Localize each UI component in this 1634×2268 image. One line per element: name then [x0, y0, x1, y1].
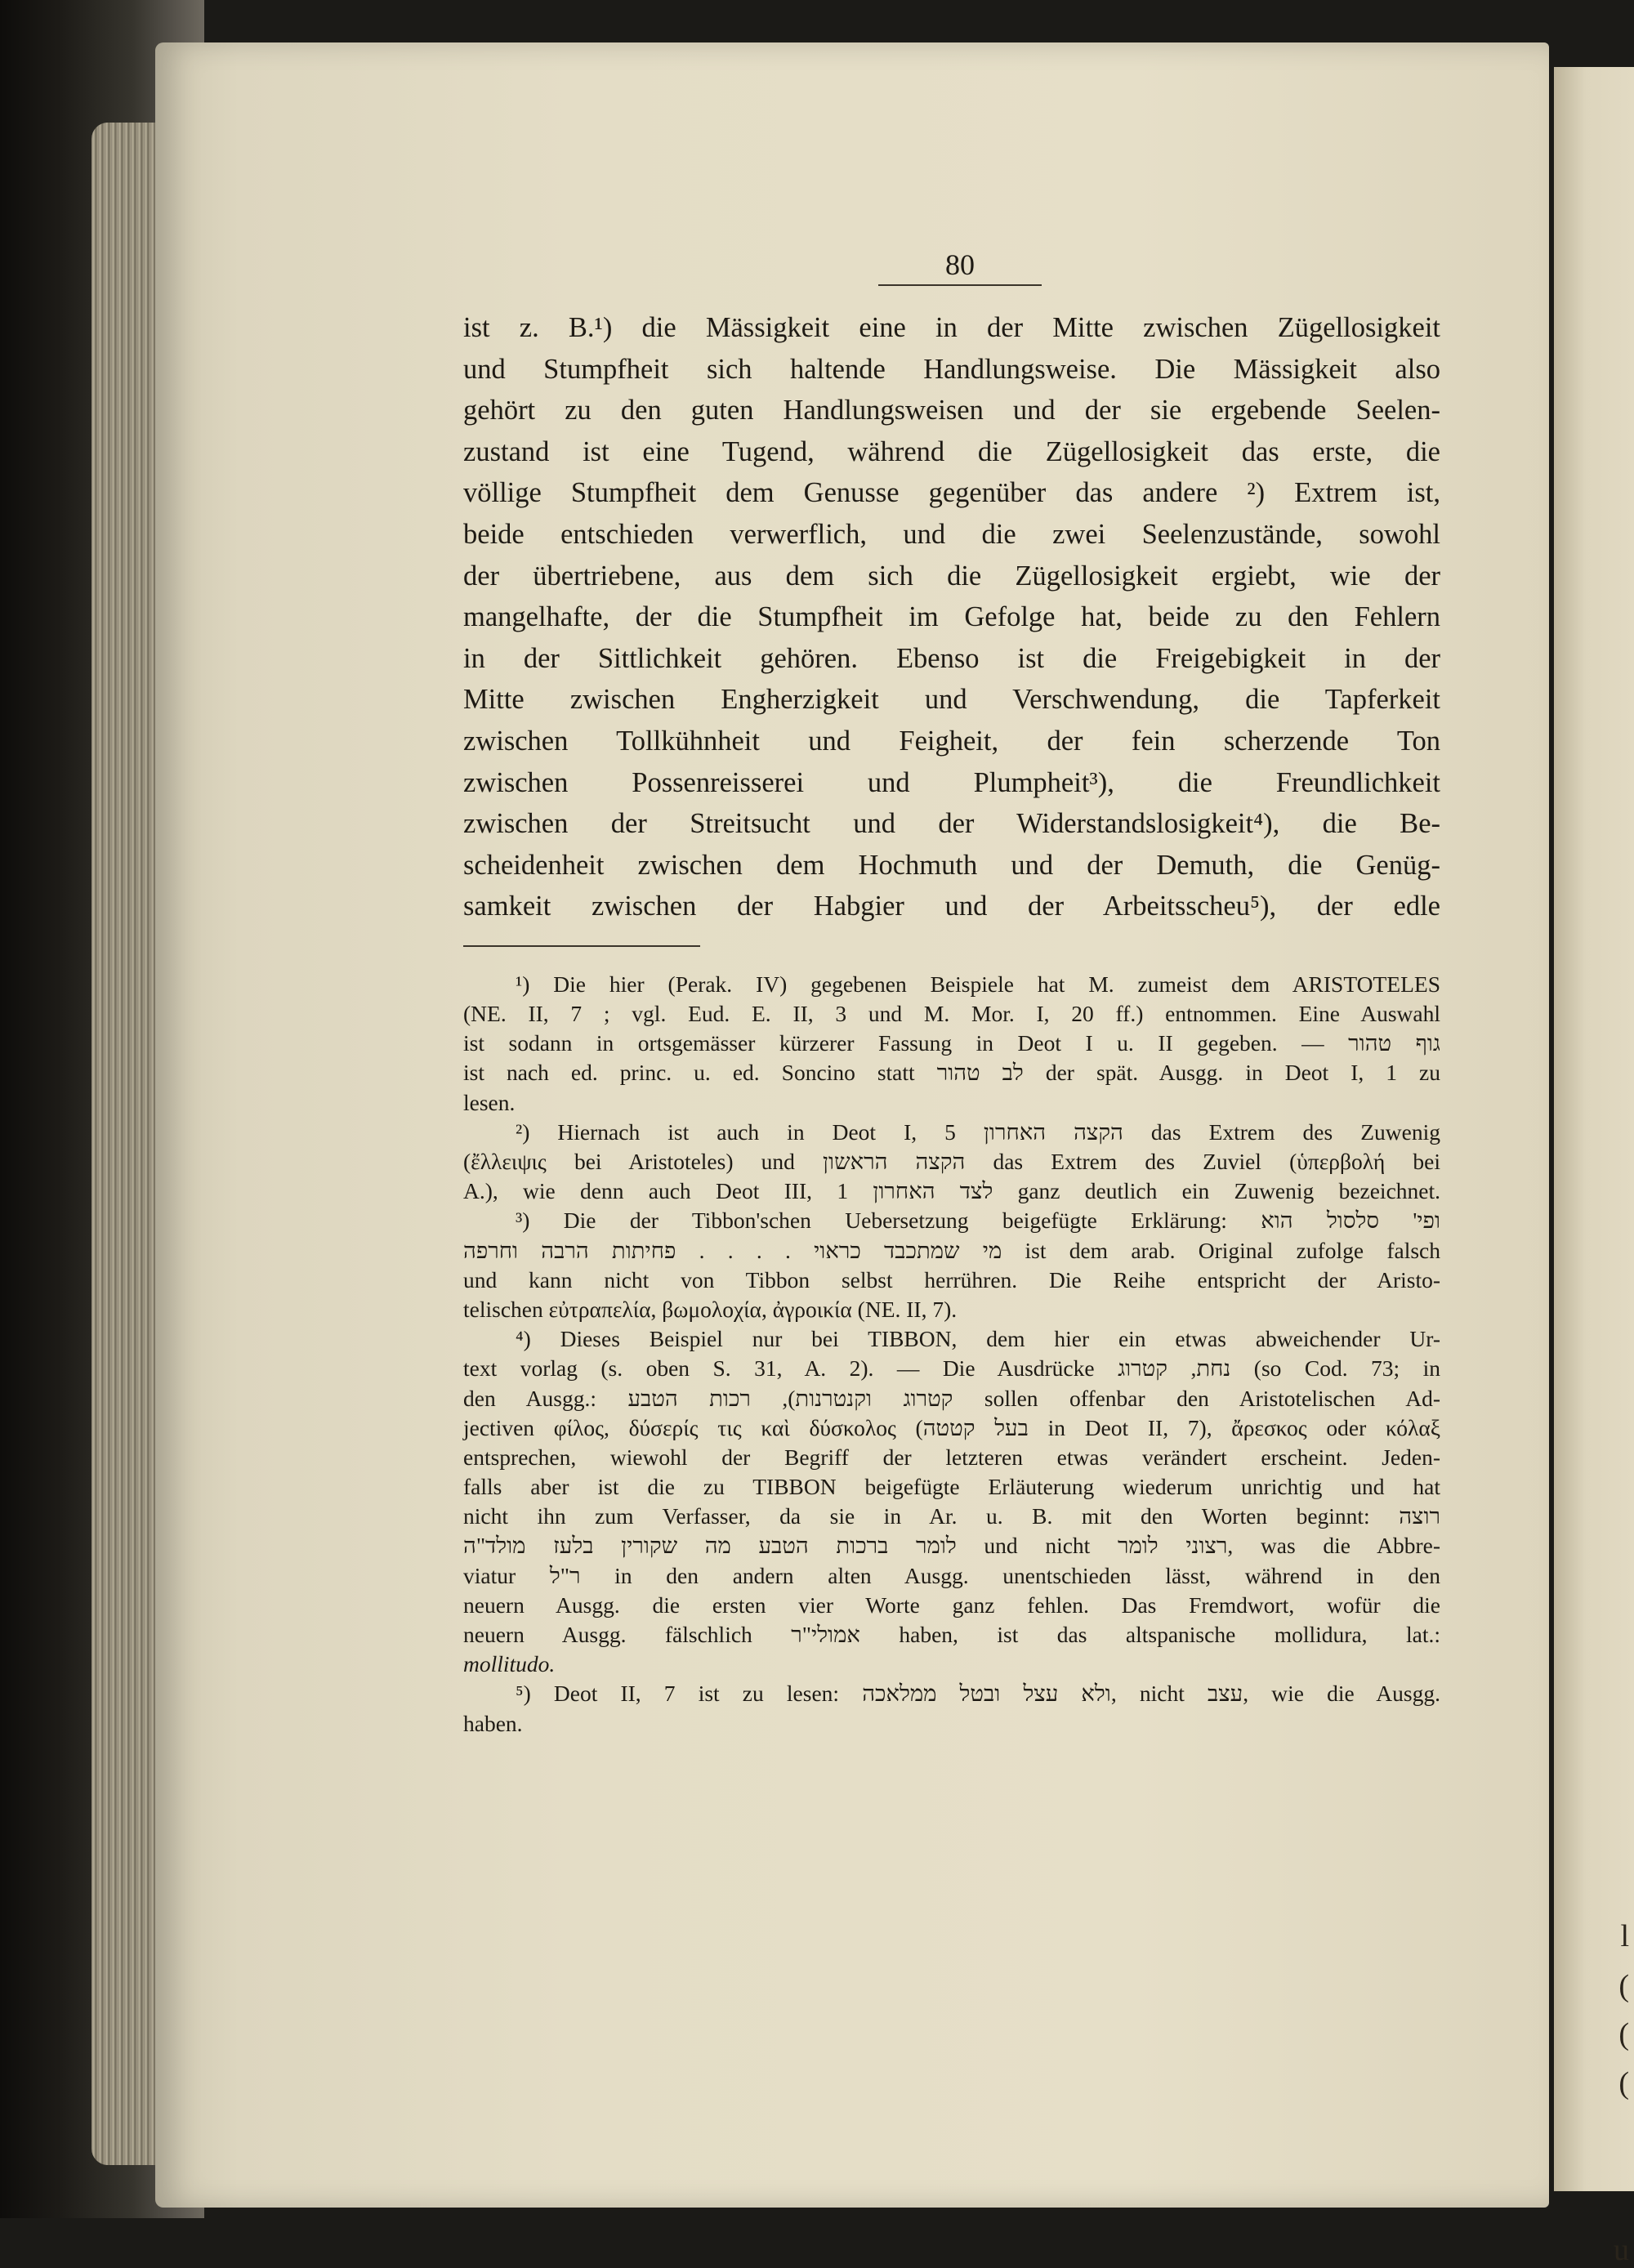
footnote-line: mollitudo. — [463, 1651, 556, 1677]
text-line: zwischen der Streitsucht und der Widerstandslosigkeit⁴), die Be- — [463, 808, 1440, 840]
footnote-line: ¹) Die hier (Perak. IV) gegebenen Beispiele hat M. zumeist dem ARISTOTELES — [516, 971, 1440, 997]
text-line: völlige Stumpfheit dem Genusse gegenüber das andere ²) Extrem ist, — [463, 477, 1440, 509]
text-line: und Stumpfheit sich haltende Handlungsweise. Die Mässigkeit also — [463, 353, 1440, 385]
footnotes — [463, 970, 1440, 1739]
text-line: zustand ist eine Tugend, während die Zügellosigkeit das erste, die — [463, 435, 1440, 467]
footnote-line: ⁴) Dieses Beispiel nur bei TIBBON, dem hier ein etwas abweichender Ur- — [516, 1326, 1440, 1352]
footnote-line: viatur ר"ל in den andern alten Ausgg. unentschieden lässt, während in den — [463, 1562, 1440, 1588]
footnote-line: ist sodann in ortsgemässer kürzerer Fassung in Deot I u. II gegeben. — גוף טהור — [463, 1030, 1440, 1056]
adjacent-page — [1554, 67, 1634, 2267]
footnote-line: telischen εὐτραπελία, βωμολοχία, ἀγροικία (NE. II, 7). — [463, 1296, 958, 1322]
footnote-line: ³) Die der Tibbon'schen Uebersetzung beigefügte Erklärung: ופי' סלסול הוא — [516, 1208, 1440, 1234]
text-line: gehört zu den guten Handlungsweisen und der sie ergebende Seelen- — [463, 395, 1440, 426]
text-line: mangelhafte, der die Stumpfheit im Gefolge hat, beide zu den Fehlern — [463, 601, 1440, 633]
text-line: ist z. B.¹) die Mässigkeit eine in der Mitte zwischen Zügellosigkeit — [463, 312, 1440, 343]
footnote-line: und kann nicht von Tibbon selbst herrühren. Die Reihe entspricht der Aristo- — [463, 1266, 1440, 1292]
main-text — [463, 307, 1440, 927]
footnote-line: entsprechen, wiewohl der Begriff der letzteren etwas verändert erscheint. Jeden- — [463, 1444, 1440, 1470]
footnote-line: ist nach ed. princ. u. ed. Soncino statt לב טהור der spät. Ausgg. in Deot I, 1 zu — [463, 1060, 1440, 1086]
footnote-line: haben. — [463, 1710, 523, 1736]
text-line: der übertriebene, aus dem sich die Zügellosigkeit ergiebt, wie der — [463, 560, 1440, 592]
adjacent-page-fragment: ( — [1618, 2066, 1629, 2101]
footnote-line: ⁵) Deot II, 7 ist zu lesen: ולא עצל ובטל ממלאכה, nicht עצב, wie die Ausgg. — [516, 1681, 1440, 1707]
page-stack-edge — [92, 123, 161, 2165]
footnote-5 — [463, 1679, 1440, 1738]
adjacent-page-fragment: ( — [1618, 1969, 1629, 2003]
footnote-line: לומר ברכות הטבע מה שקורין בלעז מולד"ה und nicht רצוני לומר, was die Abbre- — [463, 1533, 1440, 1559]
text-line: zwischen Tollkühnheit und Feigheit, der fein scherzende Ton — [463, 725, 1440, 757]
page-number: 80 — [945, 248, 975, 281]
footnote-line: falls aber ist die zu TIBBON beigefügte Erläuterung wiederum unrichtig und hat — [463, 1474, 1440, 1500]
footnote-line: neuern Ausgg. fälschlich אמולי"ר haben, ist das altspanische mollidura, lat.: — [463, 1622, 1440, 1648]
adjacent-page-fragment: l — [1620, 1919, 1629, 1953]
header-rule — [878, 284, 1042, 286]
footnote-line: (ἔλλειψις bei Aristoteles) und הקצה הראשון das Extrem des Zuviel (ὑπερβολή bei — [463, 1149, 1440, 1175]
text-line: in der Sittlichkeit gehören. Ebenso ist die Freigebigkeit in der — [463, 642, 1440, 674]
footnote-line: ²) Hiernach ist auch in Deot I, 5 הקצה האחרון das Extrem des Zuwenig — [516, 1118, 1440, 1145]
footnote-2 — [463, 1118, 1440, 1207]
footnote-line: text vorlag (s. oben S. 31, A. 2). — Die Ausdrücke נחת, קטרוג (so Cod. 73; in — [463, 1355, 1441, 1382]
text-line: beide entschieden verwerflich, und die zwei Seelenzustände, sowohl — [463, 518, 1440, 550]
page-content — [463, 245, 1440, 1739]
text-line: Mitte zwischen Engherzigkeit und Verschwendung, die Tapferkeit — [463, 684, 1440, 716]
footnote-4 — [463, 1324, 1440, 1679]
footnote-1 — [463, 970, 1440, 1118]
text-line: zwischen Possenreisserei und Plumpheit³), die Freundlichkeit — [463, 766, 1440, 798]
text-line: scheidenheit zwischen dem Hochmuth und der Demuth, die Genüg- — [463, 849, 1440, 881]
footnote-line: מי שמתכבד כראוי . . . . פחיתות הרבה וחרפה ist dem arab. Original zufolge falsch — [463, 1237, 1440, 1263]
footnote-line: jectiven φίλος, δύσερίς τις καὶ δύσκολος (בעל קטטה in Deot II, 7), ἄρεσκος oder κόλαξ — [463, 1414, 1440, 1440]
footnote-line: A.), wie denn auch Deot III, 1 לצד האחרון ganz deutlich ein Zuwenig bezeichnet. — [463, 1178, 1440, 1204]
adjacent-page-fragment: u — [1614, 2233, 1629, 2267]
footnote-3 — [463, 1206, 1440, 1324]
text-line: samkeit zwischen der Habgier und der Arbeitsscheu⁵), der edle — [463, 891, 1440, 922]
footnote-line: (NE. II, 7 ; vgl. Eud. E. II, 3 und M. Mor. I, 20 ff.) entnommen. Eine Auswahl — [463, 1001, 1440, 1027]
adjacent-page-fragment: ( — [1618, 2017, 1629, 2051]
footnote-line: den Ausgg.: קטרוג וקנטרנות), רכות הטבע sollen offenbar den Aristotelischen Ad- — [463, 1385, 1440, 1411]
footnote-line: lesen. — [463, 1089, 516, 1115]
footnote-line: nicht ihn zum Verfasser, da sie in Ar. u. B. mit den Worten beginnt: רוצה — [463, 1503, 1440, 1529]
footnote-line: neuern Ausgg. die ersten vier Worte ganz fehlen. Das Fremdwort, wofür die — [463, 1592, 1440, 1618]
footnote-rule — [463, 945, 700, 947]
